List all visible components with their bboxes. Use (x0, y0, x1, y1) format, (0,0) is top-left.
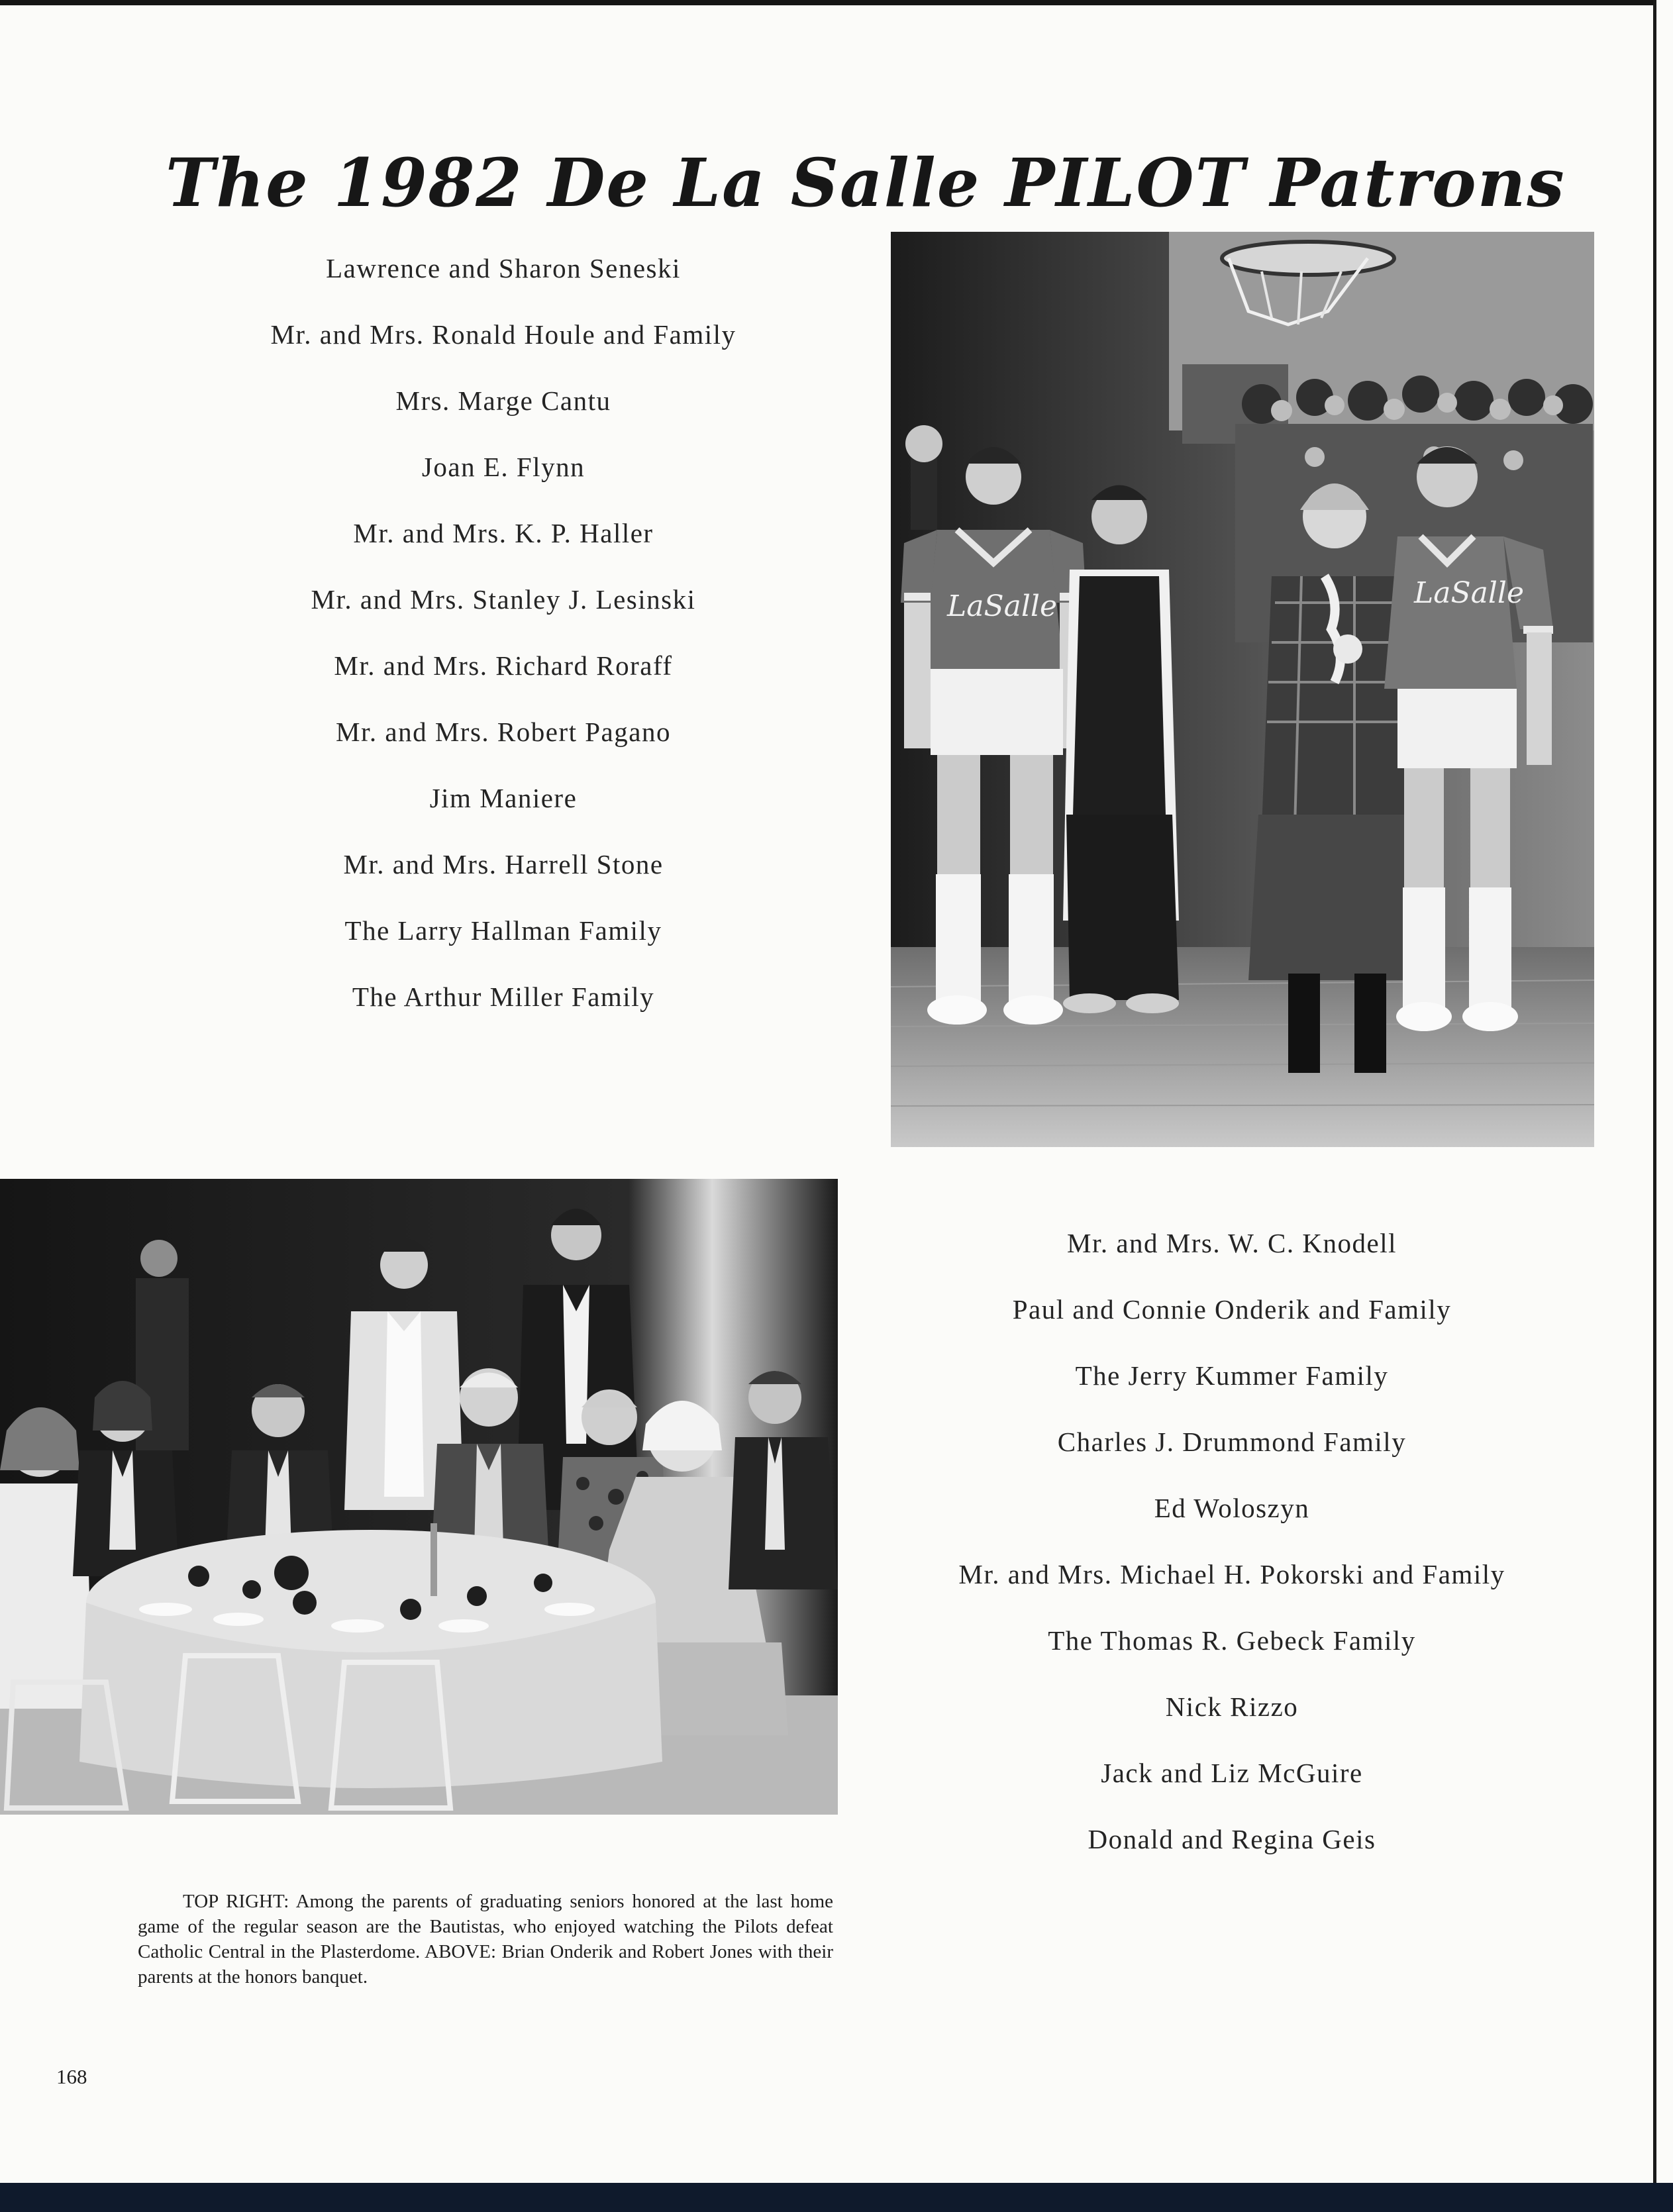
patron-name: Mr. and Mrs. Stanley J. Lesinski (311, 584, 696, 615)
page-number: 168 (56, 2065, 87, 2088)
photo-caption: TOP RIGHT: Among the parents of graduating seniors honored at the last home game of the regular season are the Bautistas, who enjoyed watching the Pilots defeat Catholic Central in the Plasterdome. ABOVE: Brian Onderik and Robert Jones with their parents at the honors banquet. (138, 1891, 833, 1987)
page-right-border (1653, 0, 1673, 2212)
patron-name: The Larry Hallman Family (344, 915, 662, 946)
patron-name: Mr. and Mrs. Richard Roraff (334, 650, 673, 681)
patron-name: Mrs. Marge Cantu (395, 385, 611, 416)
patron-name: Ed Woloszyn (1154, 1493, 1310, 1523)
page-top-border (0, 0, 1673, 5)
patron-name: Mr. and Mrs. Ronald Houle and Family (270, 319, 736, 350)
patron-name: Mr. and Mrs. W. C. Knodell (1067, 1228, 1397, 1258)
patron-name: The Thomas R. Gebeck Family (1048, 1625, 1416, 1656)
patron-name: Jack and Liz McGuire (1101, 1758, 1363, 1788)
patron-name: The Jerry Kummer Family (1075, 1360, 1389, 1391)
patron-list-right (861, 1210, 1603, 1872)
patron-name: Mr. and Mrs. Michael H. Pokorski and Family (958, 1559, 1505, 1589)
patron-name: Jim Maniere (429, 783, 578, 813)
photo-honors-banquet (0, 1179, 838, 1815)
photo-senior-night-gym (891, 232, 1594, 1147)
patron-name: The Arthur Miller Family (352, 981, 655, 1012)
patron-name: Mr. and Mrs. Harrell Stone (343, 849, 664, 880)
patron-name: Paul and Connie Onderik and Family (1012, 1294, 1452, 1325)
patron-list-left (199, 235, 808, 1030)
page-title: The 1982 De La Salle PILOT Patrons (166, 144, 1566, 222)
patron-name: Nick Rizzo (1165, 1691, 1299, 1722)
patron-name: Lawrence and Sharon Seneski (326, 253, 681, 283)
jersey-text-right: LaSalle (1414, 576, 1525, 610)
scan-bottom-edge (0, 2183, 1673, 2212)
patron-name: Donald and Regina Geis (1088, 1824, 1376, 1854)
patron-name: Mr. and Mrs. Robert Pagano (336, 717, 671, 747)
patron-name: Joan E. Flynn (421, 452, 585, 482)
gym-photo-illustration (891, 232, 1594, 1147)
banquet-photo-illustration (0, 1179, 838, 1815)
patron-name: Mr. and Mrs. K. P. Haller (353, 518, 654, 548)
jersey-text-left: LaSalle (947, 589, 1058, 623)
patron-name: Charles J. Drummond Family (1057, 1427, 1407, 1457)
